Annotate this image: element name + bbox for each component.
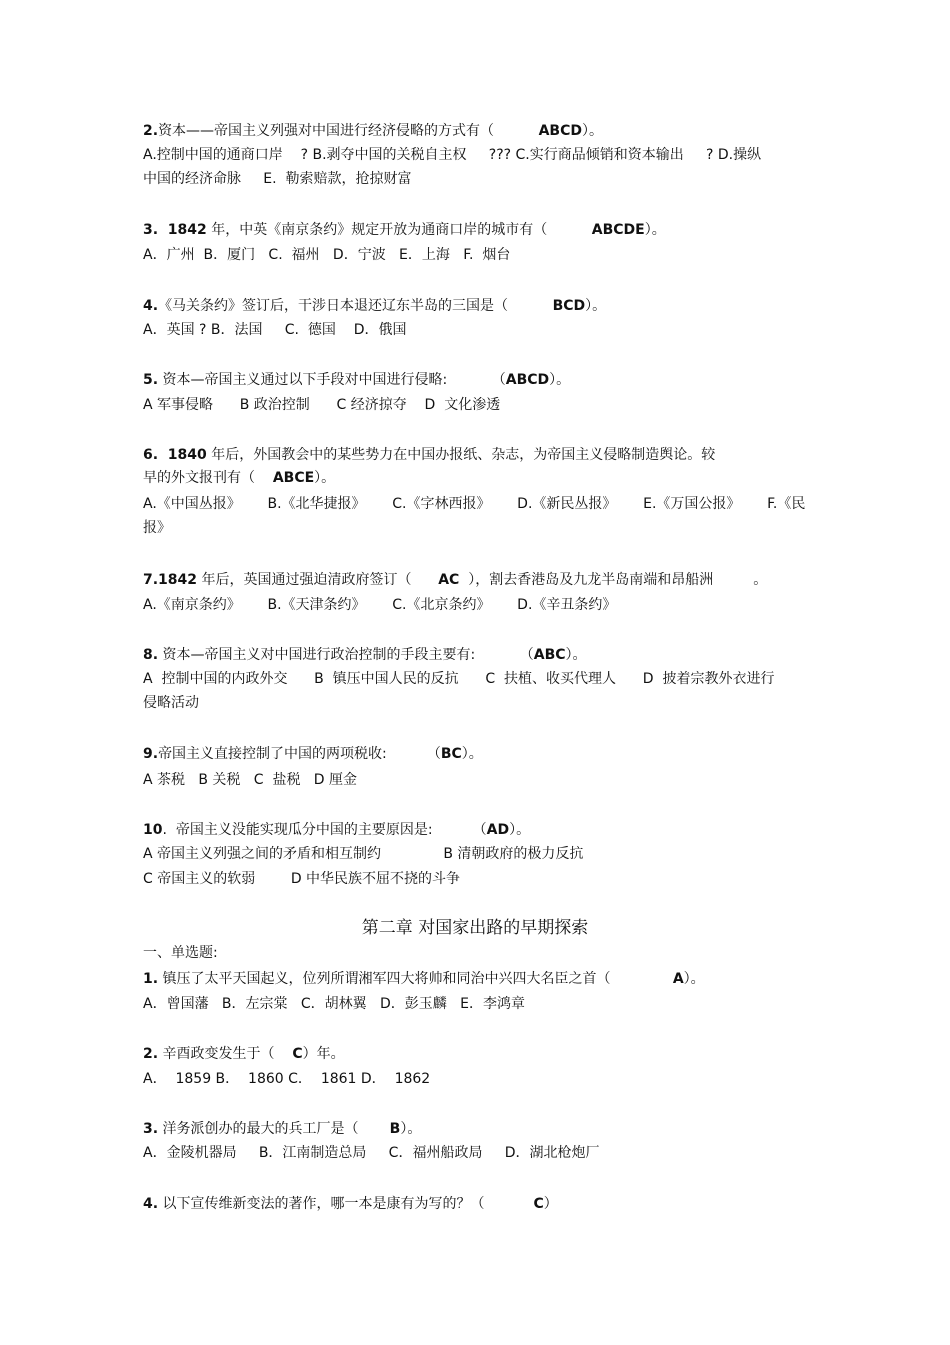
answer-gap [508, 298, 553, 314]
answer-gap [411, 572, 438, 588]
ch2-question-4 [143, 1195, 558, 1213]
question-end: ）。 [314, 470, 336, 486]
question-number: 3. [143, 1121, 159, 1137]
question-end: ） [543, 1196, 558, 1212]
answer: ABC [533, 647, 566, 663]
answer-gap: （ [475, 647, 534, 663]
question-text: 资本——帝国主义列强对中国进行经济侵略的方式有（ [158, 123, 495, 139]
options-line: A． 1859 B． 1860 C． 1861 D． 1862 [143, 1071, 431, 1087]
answer: BCD [552, 298, 586, 314]
options-line: A.控制中国的通商口岸 ? B.剥夺中国的关税自主权 ??? C.实行商品倾销和资本输出 ? D.操纵 [143, 147, 762, 163]
answer: ABCE [272, 470, 315, 486]
question-7 [143, 571, 767, 589]
question-text: 年，中英《南京条约》规定开放为通商口岸的城市有（ [206, 222, 548, 238]
question-end: ）。 [509, 822, 531, 838]
options-line: A 控制中国的内政外交 B 镇压中国人民的反抗 C 扶植、收买代理人 D 披着宗教外衣进行 [143, 671, 775, 687]
options-line: C 帝国主义的软弱 D 中华民族不屈不挠的斗争 [143, 871, 461, 887]
question-6 [143, 446, 715, 464]
question-4 [143, 297, 606, 315]
options-line: A.《南京条约》 B.《天津条约》 C.《北京条约》 D.《辛丑条约》 [143, 597, 617, 613]
answer-gap [485, 1196, 534, 1212]
answer-gap [611, 971, 673, 987]
options-line: 中国的经济命脉 E. 勒索赔款，抢掠财富 [143, 171, 412, 187]
question-number: 2. [143, 1046, 159, 1062]
question-6-cont [143, 469, 335, 487]
options-line: A 军事侵略 B 政治控制 C 经济掠夺 D 文化渗透 [143, 397, 501, 413]
question-number: 5. [143, 372, 159, 388]
answer: ABCD [505, 372, 550, 388]
question-end: ）。 [644, 222, 666, 238]
question-end: ）。 [400, 1121, 422, 1137]
answer: AC [438, 572, 460, 588]
options-line: A 帝国主义列强之间的矛盾和相互制约 B 清朝政府的极力反抗 [143, 846, 584, 862]
question-end: ）。 [585, 298, 607, 314]
options-line: A．曾国藩 B．左宗棠 C．胡林翼 D．彭玉麟 E．李鸿章 [143, 996, 525, 1012]
question-end: ）年。 [302, 1046, 345, 1062]
question-9 [143, 745, 483, 763]
answer-gap [494, 123, 539, 139]
answer: B [389, 1121, 401, 1137]
question-text: 年后，外国教会中的某些势力在中国办报纸、杂志，为帝国主义侵略制造舆论。较 [206, 447, 716, 463]
answer-gap: （ [386, 746, 441, 762]
options-line: A．广州 B．厦门 C. 福州 D．宁波 E．上海 F. 烟台 [143, 247, 511, 263]
question-10 [143, 821, 530, 839]
answer-gap [547, 222, 592, 238]
question-5 [143, 371, 570, 389]
answer-gap [255, 470, 273, 486]
question-end: ），割去香港岛及九龙半岛南端和昂船洲 。 [459, 572, 768, 588]
question-number: 4. [143, 298, 159, 314]
question-end: ）。 [565, 647, 587, 663]
question-end: ）。 [549, 372, 571, 388]
question-text: 镇压了太平天国起义，位列所谓湘军四大将帅和同治中兴四大名臣之首（ [158, 971, 611, 987]
question-text: . 帝国主义没能实现瓜分中国的主要原因是: [162, 822, 433, 838]
answer-gap [275, 1046, 293, 1062]
question-number: 2. [143, 123, 159, 139]
question-3 [143, 221, 666, 239]
ch2-question-1 [143, 970, 705, 988]
options-line: A．金陵机器局 B．江南制造总局 C．福州船政局 D．湖北枪炮厂 [143, 1145, 600, 1161]
answer: ABCD [538, 123, 582, 139]
options-line: A 茶税 B 关税 C 盐税 D 厘金 [143, 772, 358, 788]
question-number: 10 [143, 822, 163, 838]
question-number: 1. [143, 971, 159, 987]
options-line: A．英国 ? B．法国 C. 德国 D．俄国 [143, 322, 407, 338]
answer: BC [440, 746, 462, 762]
options-line: A.《中国丛报》 B.《北华捷报》 C.《字林西报》 D.《新民丛报》 E.《万国公报》 F.《民 [143, 496, 806, 512]
answer-gap: （ [447, 372, 506, 388]
section-label: 一、单选题: [143, 945, 218, 961]
answer: C [533, 1196, 544, 1212]
question-number: 9. [143, 746, 159, 762]
question-text: 早的外文报刊有（ [143, 470, 255, 486]
options-line: 报》 [143, 520, 171, 536]
question-end: ）。 [461, 746, 483, 762]
question-number: 7.1842 [143, 572, 198, 588]
question-text: 以下宣传维新变法的著作，哪一本是康有为写的？（ [158, 1196, 485, 1212]
question-number: 6. 1840 [143, 447, 207, 463]
question-8 [143, 646, 587, 664]
question-number: 4. [143, 1196, 159, 1212]
answer-gap [359, 1121, 390, 1137]
question-text: 洋务派创办的最大的兵工厂是（ [158, 1121, 359, 1137]
question-text: 年后，英国通过强迫清政府签订（ [197, 572, 412, 588]
question-text: 资本—帝国主义通过以下手段对中国进行侵略: [158, 372, 448, 388]
question-2 [143, 122, 603, 140]
answer: AD [486, 822, 510, 838]
question-text: 帝国主义直接控制了中国的两项税收: [158, 746, 387, 762]
question-number: 8. [143, 647, 159, 663]
ch2-question-2 [143, 1045, 345, 1063]
answer-gap: （ [432, 822, 487, 838]
question-text: 资本—帝国主义对中国进行政治控制的手段主要有: [158, 647, 476, 663]
chapter-title: 第二章 对国家出路的早期探索 [361, 918, 589, 938]
question-text: 《马关条约》签订后，干涉日本退还辽东半岛的三国是（ [158, 298, 509, 314]
options-line: 侵略活动 [143, 695, 199, 711]
question-end: ）。 [683, 971, 705, 987]
answer: A [672, 971, 684, 987]
answer: C [292, 1046, 303, 1062]
question-end: ）。 [581, 123, 603, 139]
question-text: 辛酉政变发生于（ [158, 1046, 275, 1062]
question-number: 3. 1842 [143, 222, 207, 238]
answer: ABCDE [591, 222, 645, 238]
ch2-question-3 [143, 1120, 421, 1138]
